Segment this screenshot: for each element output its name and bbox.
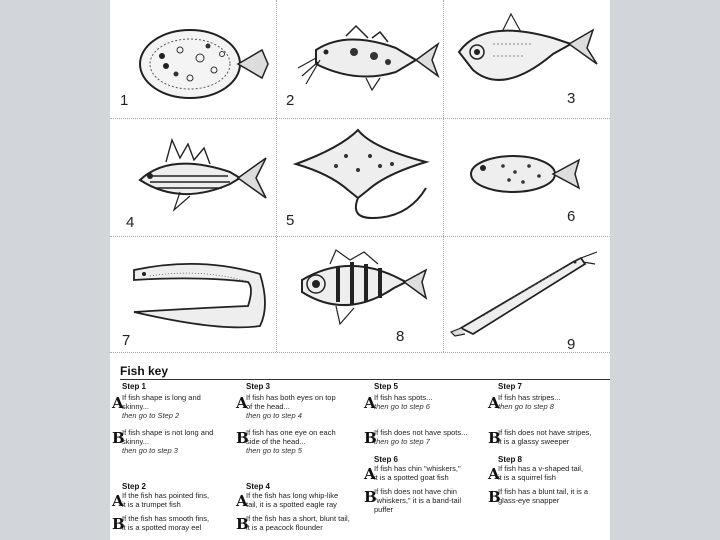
option-text: If fish does not have stripes, <box>498 428 592 437</box>
handwritten-b: B <box>488 429 501 447</box>
step-label: Step 3 <box>246 382 271 391</box>
handwritten-b: B <box>364 488 377 506</box>
option-text: If the fish has pointed fins, <box>122 491 210 500</box>
step-label: Step 2 <box>122 482 147 491</box>
figure-cell-9 <box>443 236 609 354</box>
step-label: Step 1 <box>122 382 147 391</box>
option-text: side of the head... <box>246 437 306 446</box>
option-b <box>374 428 492 446</box>
step-label: Step 6 <box>374 455 399 464</box>
handwritten-a: A <box>488 465 500 483</box>
key-step <box>112 382 240 455</box>
figure-cell-7 <box>110 236 276 354</box>
handwritten-a: A <box>236 492 248 510</box>
option-text: it is a glassy sweeper <box>498 437 570 446</box>
option-b <box>122 428 240 455</box>
figure-cell-5 <box>276 118 442 236</box>
option-text: If fish has stripes... <box>498 393 561 402</box>
figure-number: 9 <box>567 336 576 353</box>
option-text: skinny... <box>122 437 149 446</box>
option-a <box>498 464 610 482</box>
handwritten-b: B <box>236 429 249 447</box>
option-text: If fish has a blunt tail, it is a <box>498 487 589 496</box>
option-text: it is a peacock flounder <box>246 523 323 532</box>
handwritten-a: A <box>364 465 376 483</box>
figure-cell-6 <box>443 118 609 236</box>
option-goto: then go to Step 2 <box>122 411 180 420</box>
handwritten-b: B <box>488 488 501 506</box>
key-rule <box>120 379 610 380</box>
key-step <box>488 382 610 447</box>
key-step <box>236 482 364 533</box>
figure-number: 4 <box>126 214 135 231</box>
option-text: If fish does not have spots... <box>374 428 468 437</box>
step-label: Step 8 <box>498 455 523 464</box>
option-text: If fish has spots... <box>374 393 433 402</box>
option-text: If the fish has smooth fins, <box>122 514 210 523</box>
catfish-icon <box>276 0 442 118</box>
handwritten-b: B <box>364 429 377 447</box>
handwritten-a: A <box>236 394 248 412</box>
step-label: Step 7 <box>498 382 523 391</box>
option-text: glass-eye snapper <box>498 496 560 505</box>
key-step <box>236 382 364 455</box>
option-b <box>246 514 364 532</box>
figure-number: 5 <box>286 212 295 229</box>
option-text: it is a squirrel fish <box>498 473 556 482</box>
figure-number: 2 <box>286 92 295 109</box>
option-text: If the fish has a short, blunt tail, <box>246 514 350 523</box>
key-step <box>488 455 610 506</box>
figure-cell-1 <box>110 0 276 118</box>
option-b <box>246 428 364 455</box>
option-goto: then go to step 8 <box>498 402 554 411</box>
option-b <box>498 428 610 446</box>
figure-cell-4 <box>110 118 276 236</box>
figure-number: 8 <box>396 328 405 345</box>
option-text: If fish has a v-shaped tail, <box>498 464 584 473</box>
option-a <box>498 393 610 411</box>
figure-number: 6 <box>567 208 576 225</box>
step-label: Step 5 <box>374 382 399 391</box>
option-goto: then go to step 6 <box>374 402 430 411</box>
option-text: of the head... <box>246 402 290 411</box>
handwritten-a: A <box>364 394 376 412</box>
handwritten-a: A <box>488 394 500 412</box>
option-text: If fish does not have chin <box>374 487 457 496</box>
option-goto: then go to step 4 <box>246 411 302 420</box>
figure-cell-3 <box>443 0 609 118</box>
squirrelfish-icon <box>110 118 276 236</box>
handwritten-a: A <box>112 492 124 510</box>
sweeper-icon <box>276 236 442 354</box>
key-step <box>364 382 492 447</box>
moray-eel-icon <box>110 236 276 354</box>
eagle-ray-icon <box>276 118 442 236</box>
option-a <box>122 393 240 420</box>
option-goto: then go to step 5 <box>246 446 302 455</box>
option-goto: then go to step 7 <box>374 437 430 446</box>
flounder-icon <box>110 0 276 118</box>
worksheet-page <box>110 0 610 540</box>
handwritten-b: B <box>236 515 249 533</box>
option-a <box>122 491 240 509</box>
option-text: "whiskers," it is a band-tail <box>374 496 462 505</box>
option-text: skinny... <box>122 402 149 411</box>
figure-cell-8 <box>276 236 442 354</box>
trumpetfish-icon <box>443 236 609 354</box>
fish-picture-grid <box>110 0 610 355</box>
key-title: Fish key <box>120 364 169 378</box>
option-a <box>374 393 492 411</box>
option-text: If fish shape is not long and <box>122 428 214 437</box>
option-text: If the fish has long whip-like <box>246 491 339 500</box>
option-text: If fish has chin "whiskers," <box>374 464 461 473</box>
option-goto: then go to step 3 <box>122 446 178 455</box>
figure-cell-2 <box>276 0 442 118</box>
option-text: tail, it is a spotted eagle ray <box>246 500 337 509</box>
option-a <box>246 491 364 509</box>
puffer-icon <box>443 118 609 236</box>
option-text: If fish shape is long and <box>122 393 201 402</box>
handwritten-b: B <box>112 429 125 447</box>
hatchetfish-icon <box>443 0 609 118</box>
option-text: puffer <box>374 505 394 514</box>
figure-number: 3 <box>567 90 576 107</box>
option-a <box>246 393 364 420</box>
figure-number: 7 <box>122 332 131 349</box>
figure-number: 1 <box>120 92 129 109</box>
option-text: it is a trumpet fish <box>122 500 181 509</box>
option-text: it is a spotted goat fish <box>374 473 449 482</box>
option-text: it is a spotted moray eel <box>122 523 202 532</box>
handwritten-a: A <box>112 394 124 412</box>
step-label: Step 4 <box>246 482 271 491</box>
option-a <box>374 464 492 482</box>
handwritten-b: B <box>112 515 125 533</box>
option-text: If fish has one eye on each <box>246 428 336 437</box>
key-step <box>364 455 492 514</box>
key-step <box>112 482 240 533</box>
option-b <box>122 514 240 532</box>
option-b <box>374 487 492 514</box>
option-b <box>498 487 610 505</box>
option-text: If fish has both eyes on top <box>246 393 336 402</box>
